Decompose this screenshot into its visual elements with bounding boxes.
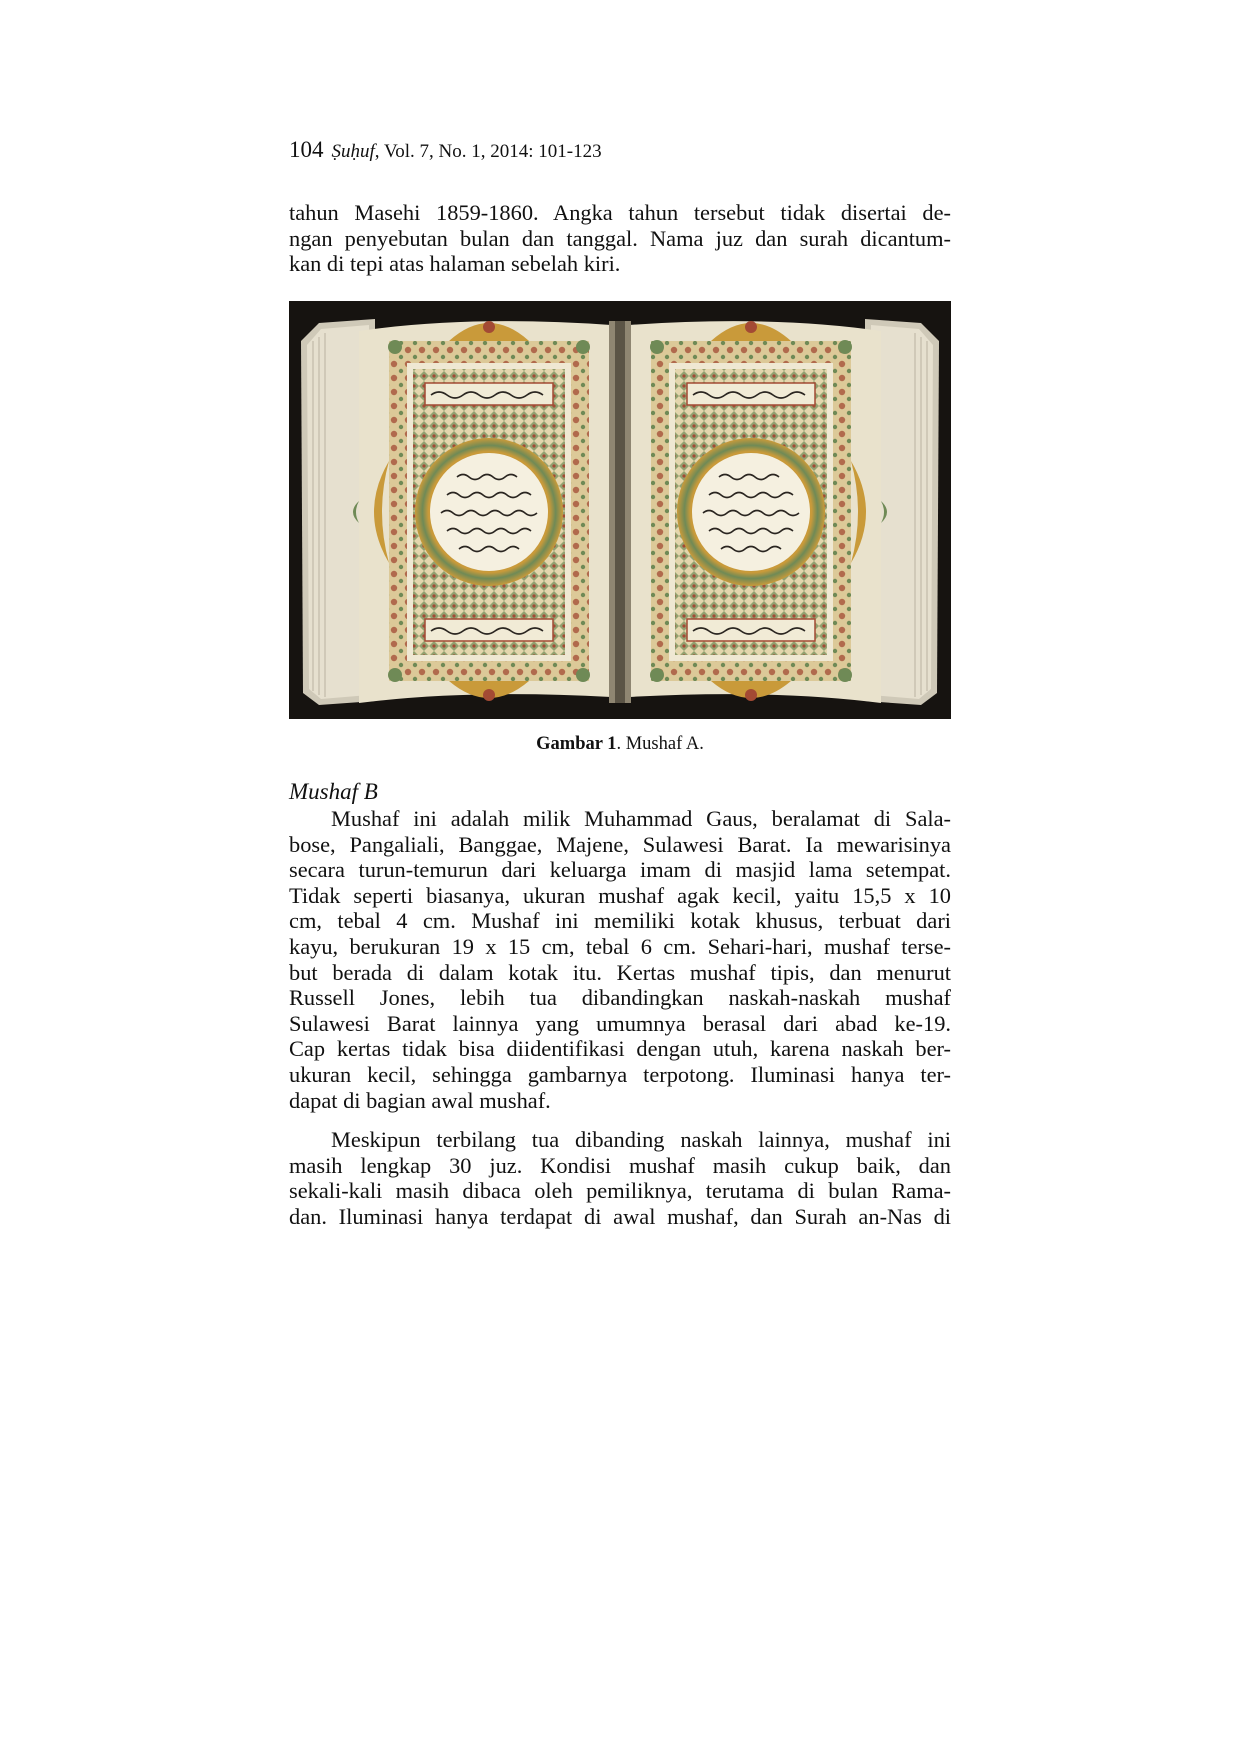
text-line: kayu, berukuran 19 x 15 cm, tebal 6 cm. Sehari-hari, mushaf terse- (289, 933, 951, 959)
journal-citation: , Vol. 7, No. 1, 2014: 101-123 (374, 141, 602, 162)
text-line: Mushaf ini adalah milik Muhammad Gaus, beralamat di Sala- (331, 806, 951, 831)
paragraph-mushaf-b-2 (289, 1127, 951, 1229)
text-line: sekali-kali masih dibaca oleh pemiliknya, terutama di bulan Rama- (289, 1178, 951, 1204)
text-line: ngan penyebutan bulan dan tanggal. Nama juz dan surah dicantum- (289, 225, 951, 251)
journal-name: Ṣuḥuf (331, 141, 375, 162)
text-line: Sulawesi Barat lainnya yang umumnya berasal dari abad ke-19. (289, 1010, 951, 1036)
figure-label: Gambar 1 (536, 734, 617, 754)
text-line: Meskipun terbilang tua dibanding naskah lainnya, mushaf ini (331, 1127, 951, 1152)
text-line: tahun Masehi 1859-1860. Angka tahun tersebut tidak disertai de- (289, 200, 951, 225)
figure-caption-text: . Mushaf A. (616, 734, 704, 754)
running-header (289, 138, 602, 164)
figure-caption (289, 733, 951, 755)
text-line: dapat di bagian awal mushaf. (289, 1087, 551, 1113)
text-line: but berada di dalam kotak itu. Kertas mushaf tipis, dan menurut (289, 959, 951, 985)
text-line: dan. Iluminasi hanya terdapat di awal mushaf, dan Surah an-Nas di (289, 1203, 951, 1229)
text-line: cm, tebal 4 cm. Mushaf ini memiliki kotak khusus, terbuat dari (289, 908, 951, 934)
page-number: 104 (289, 137, 324, 162)
mushaf-a-photo (289, 301, 951, 719)
text-line: ukuran kecil, sehingga gambarnya terpotong. Iluminasi hanya ter- (289, 1061, 951, 1087)
text-line: bose, Pangaliali, Banggae, Majene, Sulawesi Barat. Ia mewarisinya (289, 831, 951, 857)
text-line: kan di tepi atas halaman sebelah kiri. (289, 251, 621, 277)
text-line: Cap kertas tidak bisa diidentifikasi dengan utuh, karena naskah ber- (289, 1036, 951, 1062)
illuminated-manuscript-image (289, 301, 951, 719)
text-line: Tidak seperti biasanya, ukuran mushaf agak kecil, yaitu 15,5 x 10 (289, 882, 951, 908)
text-line: Russell Jones, lebih tua dibandingkan naskah-naskah mushaf (289, 985, 951, 1011)
text-line: masih lengkap 30 juz. Kondisi mushaf masih cukup baik, dan (289, 1152, 951, 1178)
text-line: secara turun-temurun dari keluarga imam di masjid lama setempat. (289, 857, 951, 883)
section-heading: Mushaf B (289, 779, 378, 804)
intro-paragraph (289, 200, 951, 277)
paragraph-mushaf-b-1 (289, 806, 951, 1113)
